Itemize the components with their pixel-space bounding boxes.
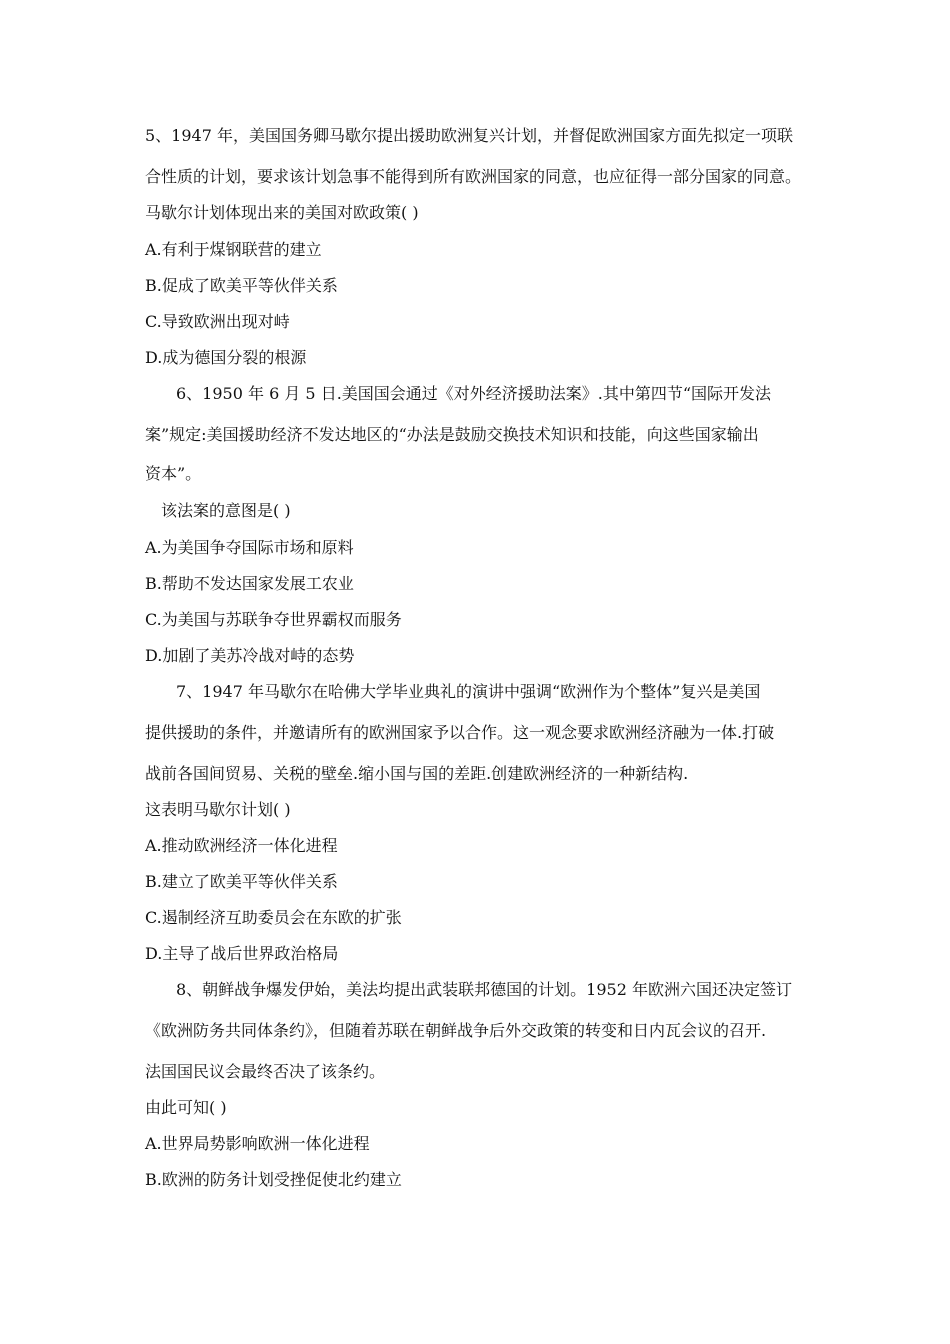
- q5-stem-line-2: 合性质的计划，要求该计划急事不能得到所有欧洲国家的同意，也应征得一部分国家的同意。: [145, 167, 802, 186]
- q7-option-c: C.遏制经济互助委员会在东欧的扩张: [145, 908, 402, 927]
- q6-stem-line-3: 资本”。: [145, 464, 202, 483]
- q6-option-c: C.为美国与苏联争夺世界霸权而服务: [145, 610, 402, 629]
- q6-stem-line-2: 案”规定:美国援助经济不发达地区的“办法是鼓励交换技术知识和技能，向这些国家输出: [145, 425, 759, 444]
- q8-option-a: A.世界局势影响欧洲一体化进程: [145, 1134, 370, 1153]
- q7-stem-line-1: 7、1947 年马歇尔在哈佛大学毕业典礼的演讲中强调“欧洲作为个整体”复兴是美国: [176, 682, 761, 701]
- q7-stem-line-2: 提供援助的条件，并邀请所有的欧洲国家予以合作。这一观念要求欧洲经济融为一体.打破: [145, 723, 775, 742]
- q5-option-a: A.有利于煤钢联营的建立: [145, 240, 322, 259]
- q5-question: 马歇尔计划体现出来的美国对欧政策( ): [145, 203, 419, 222]
- q6-question: 该法案的意图是( ): [161, 501, 291, 520]
- q6-stem-line-1: 6、1950 年 6 月 5 日.美国国会通过《对外经济援助法案》.其中第四节“国际开发法: [176, 384, 772, 403]
- q7-option-b: B.建立了欧美平等伙伴关系: [145, 872, 338, 891]
- q5-stem-line-1: 5、1947 年，美国国务卿马歇尔提出援助欧洲复兴计划，并督促欧洲国家方面先拟定一项联: [145, 126, 793, 145]
- q6-option-a: A.为美国争夺国际市场和原料: [145, 538, 354, 557]
- q7-option-d: D.主导了战后世界政治格局: [145, 944, 339, 963]
- q5-option-d: D.成为德国分裂的根源: [145, 348, 307, 367]
- q6-option-d: D.加剧了美苏冷战对峙的态势: [145, 646, 355, 665]
- q8-stem-line-2: 《欧洲防务共同体条约》，但随着苏联在朝鲜战争后外交政策的转变和日内瓦会议的召开.: [145, 1021, 767, 1040]
- q7-option-a: A.推动欧洲经济一体化进程: [145, 836, 338, 855]
- q6-option-b: B.帮助不发达国家发展工农业: [145, 574, 354, 593]
- q8-stem-line-3: 法国国民议会最终否决了该条约。: [145, 1062, 386, 1081]
- q7-question: 这表明马歇尔计划( ): [145, 800, 291, 819]
- q5-option-b: B.促成了欧美平等伙伴关系: [145, 276, 338, 295]
- q8-stem-line-1: 8、朝鲜战争爆发伊始，美法均提出武装联邦德国的计划。1952 年欧洲六国还决定签订: [176, 980, 792, 999]
- q7-stem-line-3: 战前各国间贸易、关税的壁垒.缩小国与国的差距.创建欧洲经济的一种新结构.: [145, 764, 689, 783]
- q8-option-b: B.欧洲的防务计划受挫促使北约建立: [145, 1170, 402, 1189]
- q8-question: 由此可知( ): [145, 1098, 227, 1117]
- q5-option-c: C.导致欧洲出现对峙: [145, 312, 290, 331]
